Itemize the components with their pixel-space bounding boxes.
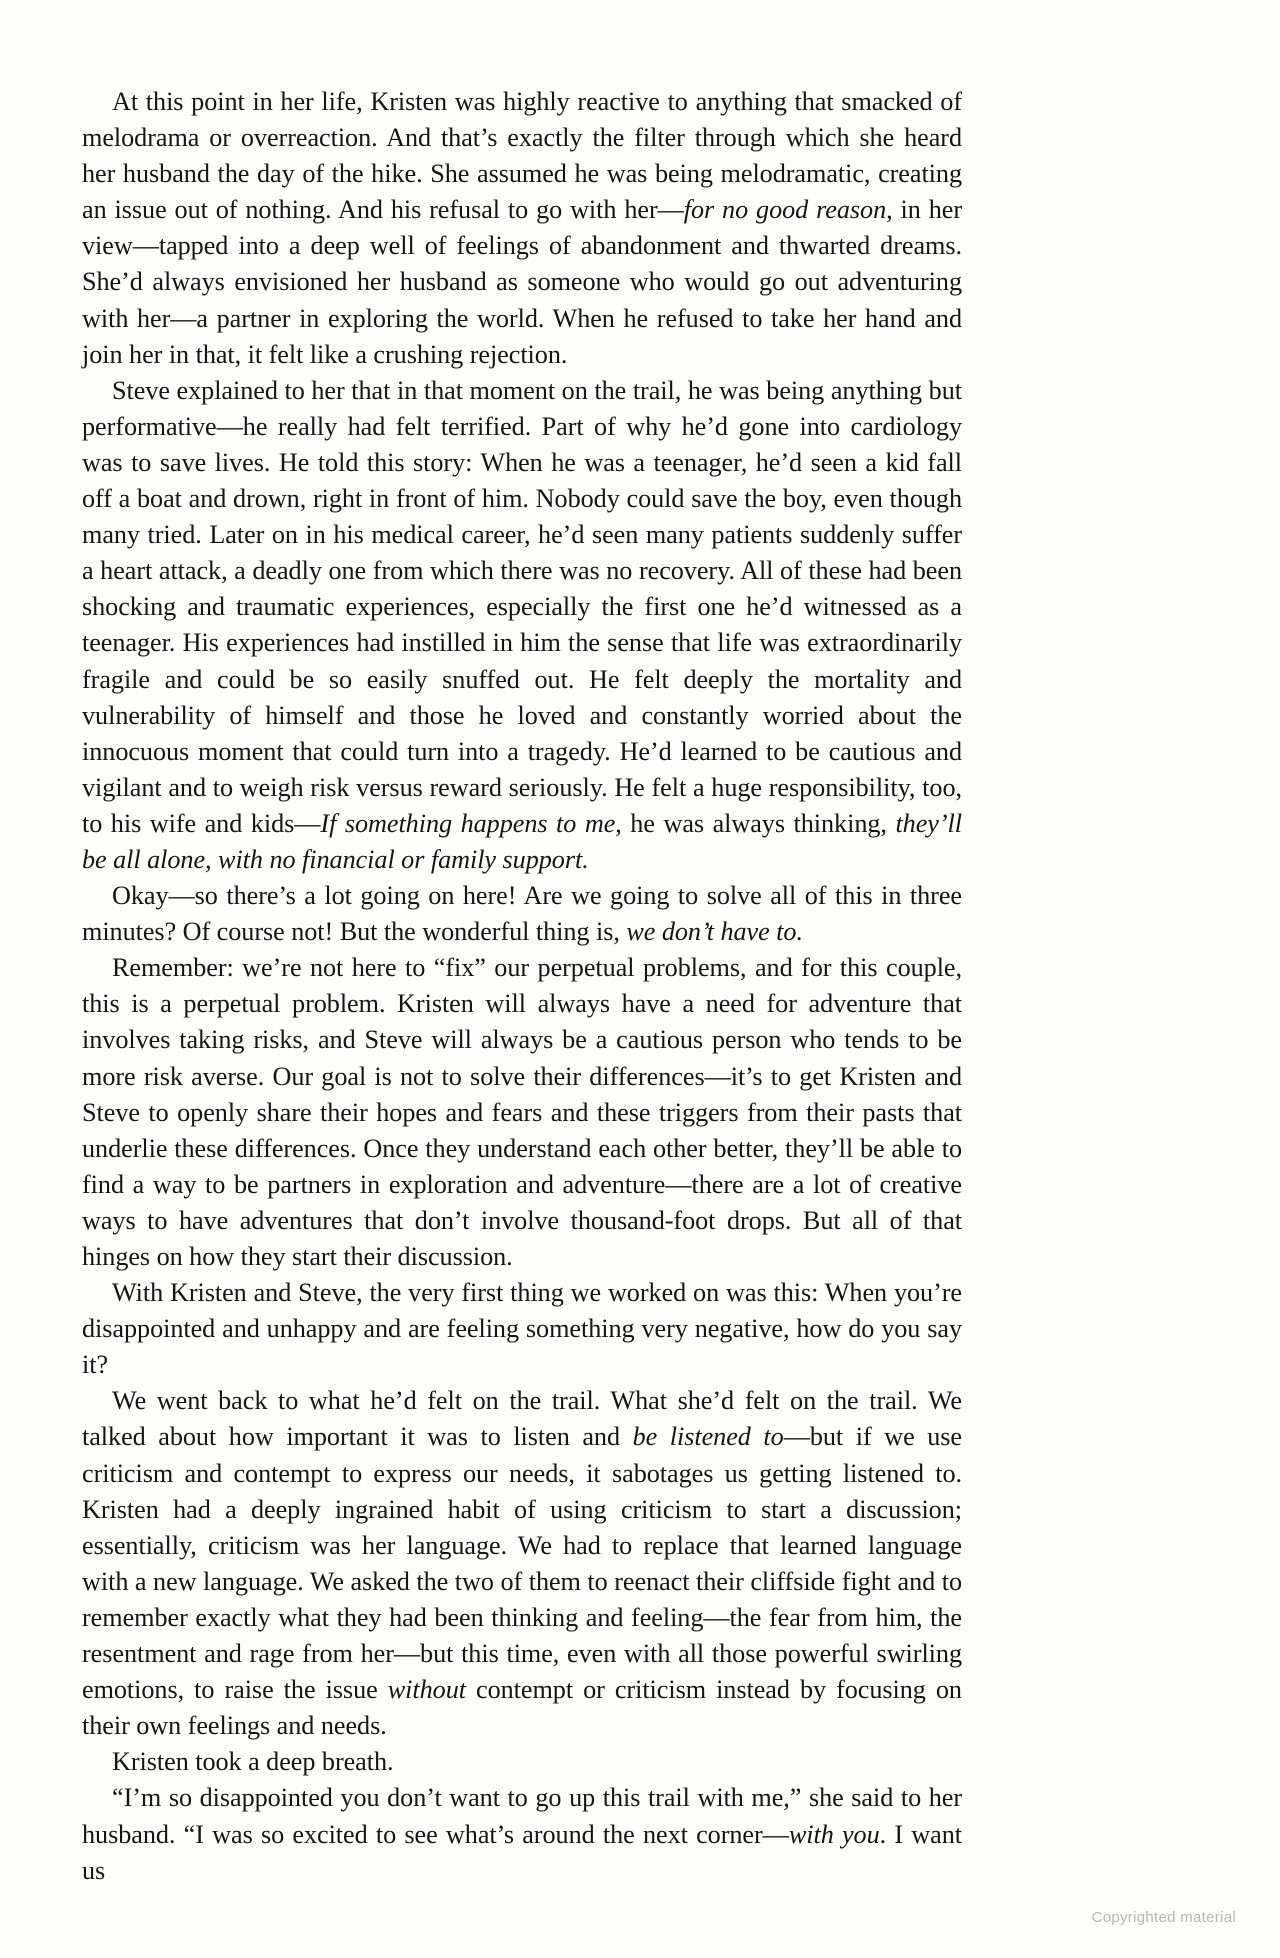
body-text: , he was always thinking, xyxy=(615,808,896,838)
emphasis-text: we don’t have to. xyxy=(626,917,803,947)
paragraph xyxy=(82,84,962,373)
emphasis-text: for no good reason xyxy=(683,195,887,225)
paragraph xyxy=(82,1383,962,1744)
emphasis-text: they’ll be all alone, with no financial or family support. xyxy=(82,808,962,874)
paragraph xyxy=(82,1780,962,1888)
copyrighted-material-watermark: Copyrighted material xyxy=(1091,1909,1236,1926)
paragraph xyxy=(82,1275,962,1383)
body-text: We went back to what he’d felt on the trail. What she’d felt on the trail. We talked about how important it was to listen and xyxy=(82,1386,962,1452)
body-text: “I’m so disappointed you don’t want to go up this trail with me,” she said to her husband. “I was so excited to see what’s around the next corner— xyxy=(82,1783,962,1849)
paragraph xyxy=(82,878,962,950)
body-text-column xyxy=(82,84,962,1889)
body-text: Remember: we’re not here to “fix” our perpetual problems, and for this couple, this is a perpetual problem. Kristen will always have a need for adventure that involves taking risks, and Steve will always be a cautious person who tends to be more risk averse. Our goal is not to solve their differences—it’s to get Kristen and Steve to openly share their hopes and fears and these triggers from their pasts that underlie these differences. Once they understand each other better, they’ll be able to find a way to be partners in exploration and adventure—there are a lot of creative ways to have adventures that don’t involve thousand-foot drops. But all of that hinges on how they start their discussion. xyxy=(82,953,962,1271)
body-text: Kristen took a deep breath. xyxy=(112,1747,394,1777)
paragraph xyxy=(82,1744,962,1780)
body-text: With Kristen and Steve, the very first thing we worked on was this: When you’re disappointed and unhappy and are feeling something very negative, how do you say it? xyxy=(82,1278,962,1380)
paragraph xyxy=(82,373,962,878)
body-text: Okay—so there’s a lot going on here! Are we going to solve all of this in three minutes? Of course not! But the wonderful thing is, xyxy=(82,881,962,947)
body-text: contempt or criticism instead by focusing on their own feelings and needs. xyxy=(82,1675,962,1741)
emphasis-text: without xyxy=(387,1675,466,1705)
emphasis-text: with you xyxy=(788,1819,880,1849)
body-text: . I want us xyxy=(82,1819,962,1885)
body-text: , in her view—tapped into a deep well of feelings of abandonment and thwarted dreams. She’d always envisioned her husband as someone who would go out adventuring with her—a partner in exploring the world. When he refused to take her hand and join her in that, it felt like a crushing rejection. xyxy=(82,195,962,369)
body-text: Steve explained to her that in that moment on the trail, he was being anything but performative—he really had felt terrified. Part of why he’d gone into cardiology was to save lives. He told this story: When he was a teenager, he’d seen a kid fall off a boat and drown, right in front of him. Nobody could save the boy, even though many tried. Later on in his medical career, he’d seen many patients suddenly suffer a heart attack, a deadly one from which there was no recovery. All of these had been shocking and traumatic experiences, especially the first one he’d witnessed as a teenager. His experiences had instilled in him the sense that life was extraordinarily fragile and could be so easily snuffed out. He felt deeply the mortality and vulnerability of himself and those he loved and constantly worried about the innocuous moment that could turn into a tragedy. He’d learned to be cautious and vigilant and to weigh risk versus reward seriously. He felt a huge responsibility, too, to his wife and kids— xyxy=(82,375,962,838)
body-text: At this point in her life, Kristen was highly reactive to anything that smacked of melodrama or overreaction. And that’s exactly the filter through which she heard her husband the day of the hike. She assumed he was being melodramatic, creating an issue out of nothing. And his refusal to go with her— xyxy=(82,87,962,225)
paragraph xyxy=(82,950,962,1275)
emphasis-text: be listened to xyxy=(632,1422,784,1452)
emphasis-text: If something happens to me xyxy=(320,808,616,838)
body-text: —but if we use criticism and contempt to express our needs, it sabotages us getting listened to. Kristen had a deeply ingrained habit of using criticism to start a discussion; essentially, criticism was her language. We had to replace that learned language with a new language. We asked the two of them to reenact their cliffside fight and to remember exactly what they had been thinking and feeling—the fear from him, the resentment and rage from her—but this time, even with all those powerful swirling emotions, to raise the issue xyxy=(82,1422,962,1705)
